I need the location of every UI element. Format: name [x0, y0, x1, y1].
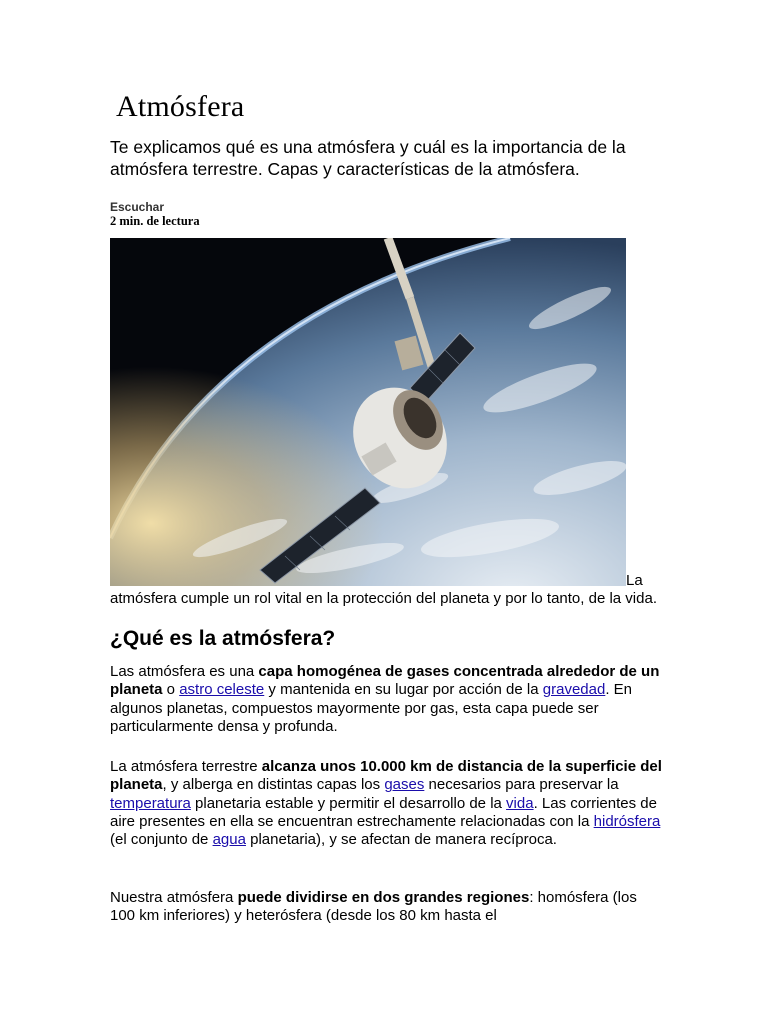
link-gases[interactable]: gases — [384, 776, 425, 794]
paragraph-1: Las atmósfera es una capa homogénea de gases concentrada alrededor de un planeta o astro celeste y mantenida en su lugar por acción de la gravedad. En algunos planetas, compuestos mayormente por gas, esta capa puede ser particularmente densa y profunda. — [110, 663, 660, 735]
link-astro-celeste[interactable]: astro celeste — [179, 681, 265, 699]
listen-button[interactable]: Escuchar — [110, 200, 165, 214]
article-subtitle: Te explicamos qué es una atmósfera y cuál es la importancia de la atmósfera terrestre. Capas y características de la atmósfera. — [110, 137, 626, 179]
page-title: Atmósfera — [116, 90, 245, 123]
link-temperatura[interactable]: temperatura — [110, 794, 191, 812]
image-caption: La atmósfera cumple un rol vital en la protección del planeta y por lo tanto, de la vida. — [110, 572, 657, 608]
link-vida[interactable]: vida — [506, 794, 534, 812]
spacecraft-earth-image — [110, 238, 626, 586]
section-heading: ¿Qué es la atmósfera? — [110, 627, 336, 650]
link-gravedad[interactable]: gravedad — [542, 681, 606, 699]
paragraph-3: Nuestra atmósfera puede dividirse en dos grandes regiones: homósfera (los 100 km inferiores) y heterósfera (desde los 80 km hasta el — [110, 889, 637, 925]
read-time: 2 min. de lectura — [110, 214, 200, 228]
link-hidrosfera[interactable]: hidrósfera — [593, 812, 661, 830]
link-agua[interactable]: agua — [212, 831, 246, 849]
paragraph-2: La atmósfera terrestre alcanza unos 10.000 km de distancia de la superficie del planeta, y alberga en distintas capas los gases necesarios para preservar la temperatura planetaria estable y permitir el desarrollo de la vida. Las corrientes de aire presentes en ella se encuentran estrechamente relacionadas con la hidrósfera (el conjunto de agua planetaria), y se afectan de manera recíproca. — [110, 758, 662, 849]
